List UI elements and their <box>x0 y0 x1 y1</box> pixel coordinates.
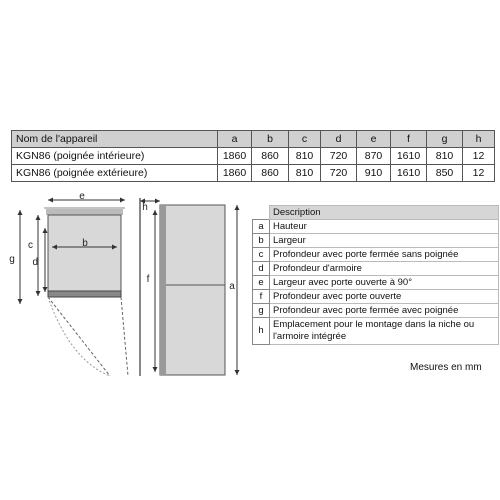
label-a: a <box>229 281 235 292</box>
legend-key: d <box>253 262 270 276</box>
legend-key: a <box>253 220 270 234</box>
model-name-cell: KGN86 (poignée extérieure) <box>12 165 218 182</box>
legend-item <box>253 318 499 345</box>
legend-item <box>253 248 499 262</box>
name-column-header: Nom de l'appareil <box>12 131 218 148</box>
value-cell: 1610 <box>391 148 427 165</box>
column-header: h <box>463 131 495 148</box>
legend-key: b <box>253 234 270 248</box>
legend-header-row <box>253 206 499 220</box>
column-header: d <box>321 131 357 148</box>
value-cell: 860 <box>252 165 289 182</box>
column-header: g <box>427 131 463 148</box>
legend-label: Profondeur avec porte fermée avec poignée <box>270 304 499 318</box>
dimensions-header-row <box>12 131 495 148</box>
column-header: a <box>218 131 252 148</box>
value-cell: 720 <box>321 148 357 165</box>
column-header: f <box>391 131 427 148</box>
label-f: f <box>146 274 150 285</box>
legend-label: Profondeur avec porte fermée sans poignée <box>270 248 499 262</box>
units-note: Mesures en mm <box>410 362 482 373</box>
value-cell: 810 <box>289 165 321 182</box>
value-cell: 12 <box>463 165 495 182</box>
value-cell: 810 <box>289 148 321 165</box>
legend-item <box>253 304 499 318</box>
model-name-cell: KGN86 (poignée intérieure) <box>12 148 218 165</box>
label-e: e <box>79 191 85 202</box>
legend-label: Emplacement pour le montage dans la niche ou l'armoire intégrée <box>270 318 499 345</box>
value-cell: 720 <box>321 165 357 182</box>
side-view-door <box>160 205 166 375</box>
legend-key: e <box>253 276 270 290</box>
legend-key: g <box>253 304 270 318</box>
top-view-cabinet <box>48 215 121 295</box>
side-view-cabinet <box>160 205 225 375</box>
top-view-door <box>48 291 121 297</box>
label-c: c <box>28 240 33 251</box>
dimensions-table <box>11 130 495 182</box>
value-cell: 850 <box>427 165 463 182</box>
legend-item <box>253 262 499 276</box>
open-door-swing <box>48 297 110 376</box>
label-g: g <box>9 254 15 265</box>
legend-item <box>253 276 499 290</box>
value-cell: 860 <box>252 148 289 165</box>
fridge-dimension-drawing <box>0 190 250 380</box>
table-row <box>12 148 495 165</box>
top-view-drawing <box>9 191 128 376</box>
value-cell: 810 <box>427 148 463 165</box>
label-b: b <box>82 238 88 249</box>
legend-header: Description <box>270 206 499 220</box>
legend-key: f <box>253 290 270 304</box>
legend-key: c <box>253 248 270 262</box>
open-door-swing <box>121 297 128 376</box>
table-row <box>12 165 495 182</box>
value-cell: 870 <box>357 148 391 165</box>
legend-item <box>253 234 499 248</box>
dimension-legend <box>252 205 499 345</box>
label-h: h <box>142 202 148 213</box>
column-header: e <box>357 131 391 148</box>
legend-label: Largeur <box>270 234 499 248</box>
wall-hatch <box>46 209 123 215</box>
column-header: c <box>289 131 321 148</box>
side-view-drawing <box>140 198 237 376</box>
legend-label: Profondeur avec porte ouverte <box>270 290 499 304</box>
legend-item <box>253 220 499 234</box>
value-cell: 910 <box>357 165 391 182</box>
legend-label: Profondeur d'armoire <box>270 262 499 276</box>
value-cell: 1860 <box>218 165 252 182</box>
legend-key: h <box>253 318 270 345</box>
label-d: d <box>32 257 38 268</box>
value-cell: 1610 <box>391 165 427 182</box>
legend-label: Hauteur <box>270 220 499 234</box>
legend-item <box>253 290 499 304</box>
value-cell: 12 <box>463 148 495 165</box>
column-header: b <box>252 131 289 148</box>
value-cell: 1860 <box>218 148 252 165</box>
legend-label: Largeur avec porte ouverte à 90° <box>270 276 499 290</box>
